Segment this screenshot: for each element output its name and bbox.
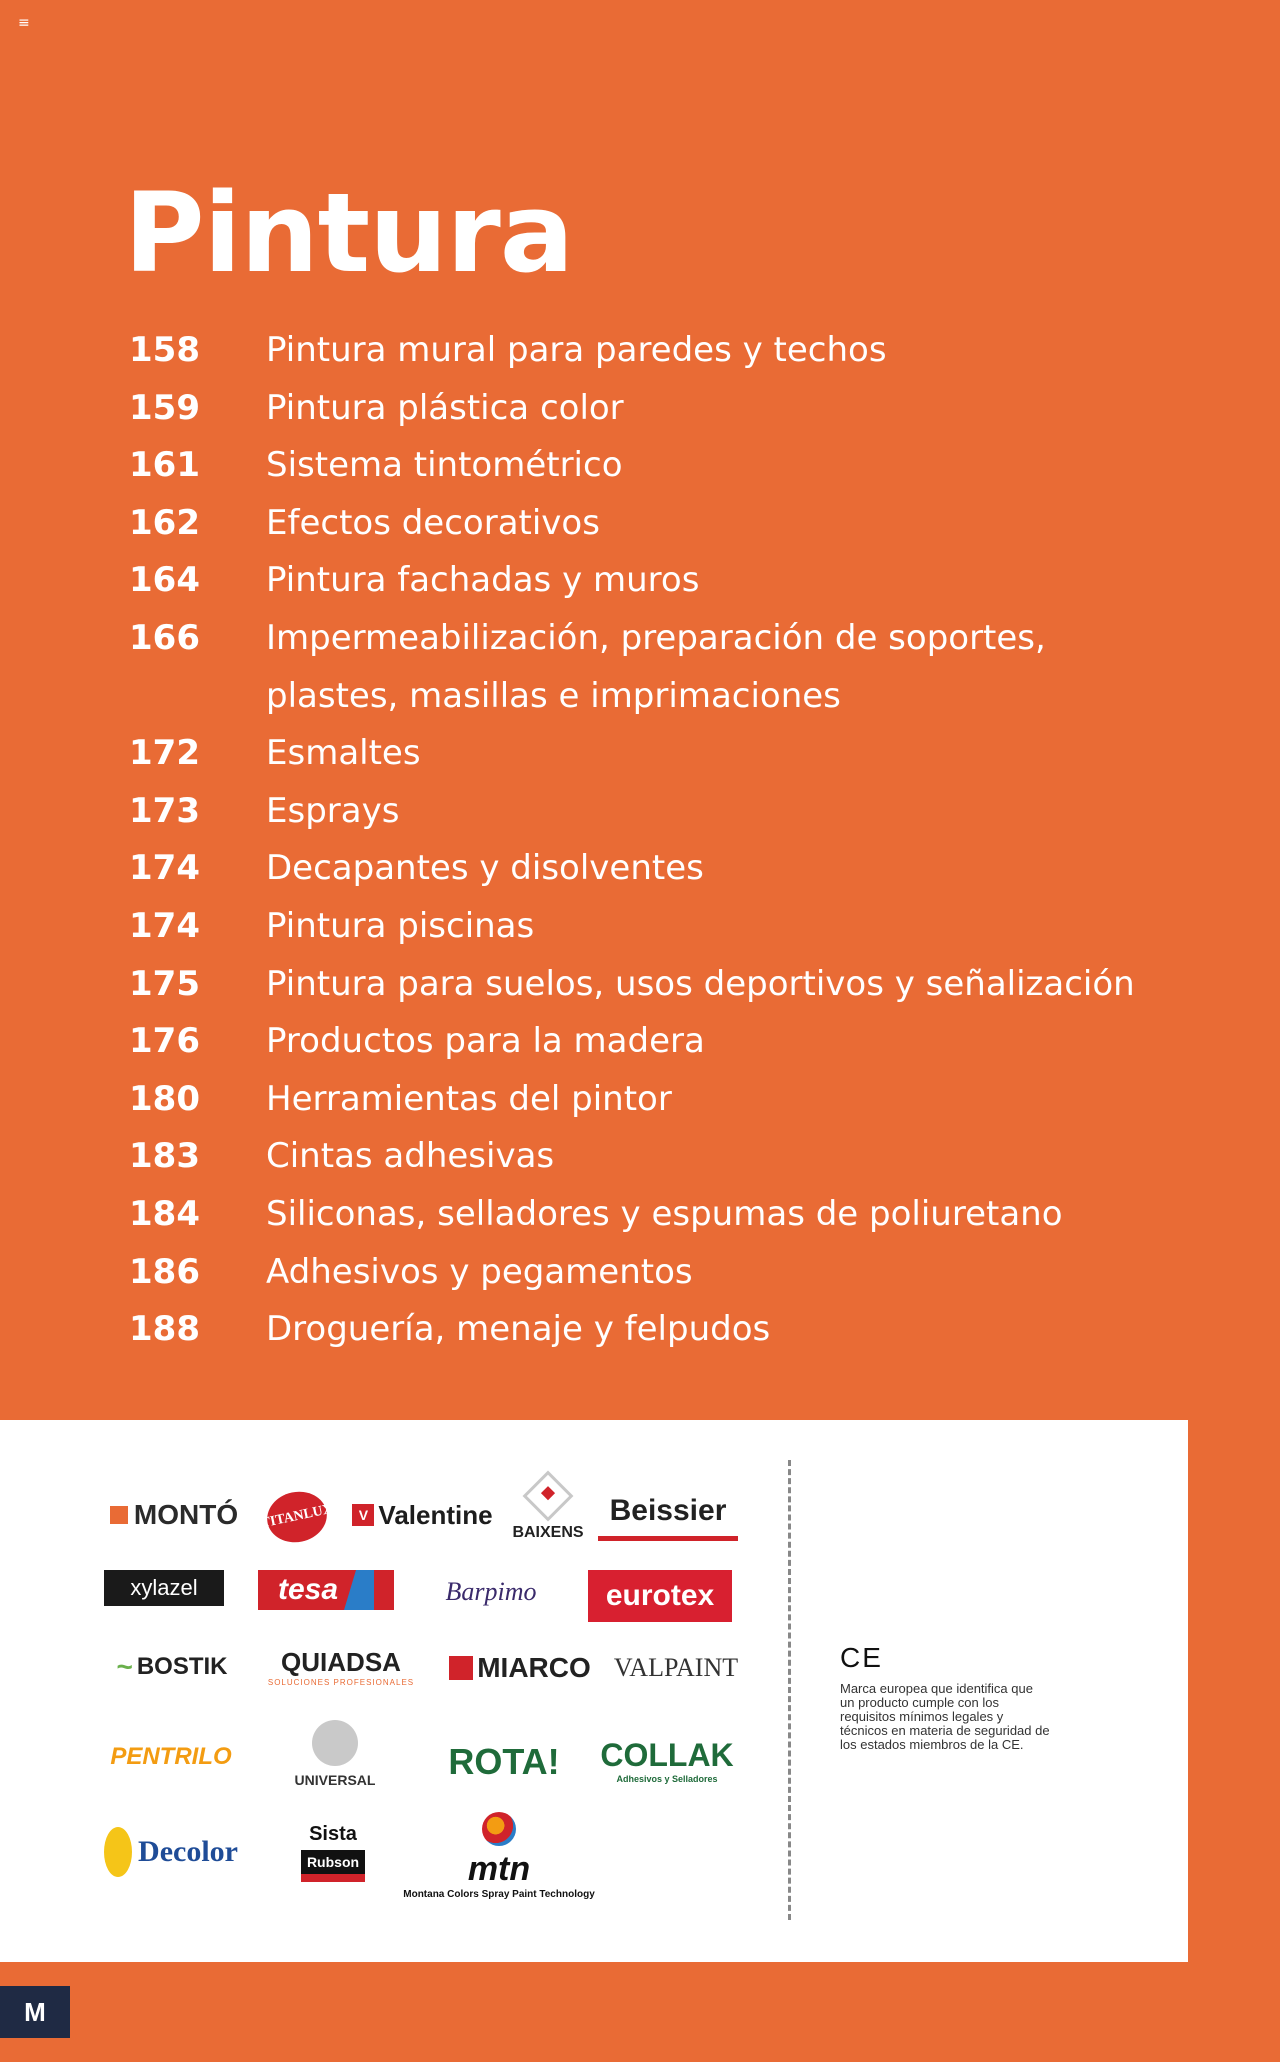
- tesa-stripe-icon: [344, 1570, 374, 1610]
- toc-row[interactable]: [126, 495, 1186, 553]
- brand-logos-panel: [0, 1420, 1188, 1962]
- collak-logo: [600, 1732, 734, 1788]
- toc-row[interactable]: [126, 380, 1186, 438]
- ce-mark-icon: CE: [840, 1642, 883, 1673]
- baixens-logo: [508, 1470, 588, 1550]
- toc-page-number: 159: [129, 387, 200, 428]
- toc-page-number: 184: [129, 1193, 200, 1234]
- collak-text: COLLAK: [600, 1736, 734, 1773]
- bostik-logo: [104, 1642, 240, 1692]
- monto-text: MONTÓ: [133, 1499, 239, 1530]
- bostik-text: BOSTIK: [136, 1653, 228, 1680]
- valentine-mark-icon: V: [352, 1504, 374, 1526]
- miarco-text: MIARCO: [477, 1652, 591, 1683]
- rota-logo: [436, 1740, 572, 1784]
- toc-page-number: 174: [129, 848, 200, 889]
- rubson-text: Rubson: [301, 1850, 365, 1882]
- toc-row[interactable]: [126, 725, 1186, 783]
- toc-label: Pintura piscinas: [266, 905, 535, 946]
- toc-label: Pintura plástica color: [266, 387, 624, 428]
- toc-label: Sistema tintométrico: [266, 445, 623, 486]
- quiadsa-text: QUIADSA: [281, 1647, 401, 1677]
- gecko-icon: ~: [116, 1651, 133, 1682]
- tesa-logo: [258, 1570, 394, 1610]
- quiadsa-logo: [262, 1642, 420, 1692]
- toc-label: Siliconas, selladores y espumas de poliuretano: [266, 1193, 1063, 1234]
- toc-page-number: 175: [129, 963, 200, 1004]
- tesa-text: tesa: [277, 1573, 339, 1606]
- universal-circle-icon: [312, 1720, 358, 1766]
- toc-page-number: 162: [129, 502, 200, 543]
- miarco-mark-icon: [449, 1656, 473, 1680]
- sista-text: Sista: [309, 1822, 357, 1845]
- toc-row[interactable]: [126, 898, 1186, 956]
- toc-page-number: 188: [129, 1309, 200, 1350]
- eurotex-text: eurotex: [605, 1579, 715, 1612]
- universal-text: UNIVERSAL: [294, 1772, 376, 1788]
- toc-page-number: 180: [129, 1078, 200, 1119]
- toc-row[interactable]: [126, 552, 1186, 610]
- mtn-logo: [403, 1806, 595, 1906]
- footer-brand-logo[interactable]: M: [0, 1986, 70, 2038]
- valentine-logo: [350, 1490, 495, 1540]
- barpimo-logo: [436, 1560, 546, 1624]
- toc-row[interactable]: [126, 1244, 1186, 1302]
- universal-logo: [290, 1714, 380, 1794]
- titanlux-logo: [259, 1482, 335, 1552]
- toc-row[interactable]: [126, 956, 1186, 1014]
- pentrilo-logo: [104, 1732, 238, 1782]
- toc-label: Pintura fachadas y muros: [266, 560, 700, 601]
- toc-row[interactable]: [126, 783, 1186, 841]
- toc-label: Pintura mural para paredes y techos: [266, 330, 887, 370]
- toc-label: Decapantes y disolventes: [266, 848, 704, 889]
- pentrilo-text: PENTRILO: [110, 1743, 232, 1770]
- xylazel-text: xylazel: [130, 1575, 198, 1600]
- miarco-logo: [444, 1648, 596, 1688]
- toc-page-number: 161: [129, 445, 200, 486]
- toc-row[interactable]: [126, 840, 1186, 898]
- toc-label: Droguería, menaje y felpudos: [266, 1309, 771, 1350]
- beissier-text: Beissier: [609, 1494, 727, 1527]
- decolor-badge-icon: [104, 1827, 132, 1877]
- ce-description: Marca europea que identifica que un producto cumple con los requisitos mínimos legales y técnicos en materia de seguridad de los estados miembros de la CE.: [840, 1681, 1050, 1752]
- valpaint-text: VALPAINT: [613, 1653, 739, 1682]
- toc-page-number: 186: [129, 1251, 200, 1292]
- xylazel-logo: [104, 1570, 224, 1606]
- baixens-diamond-icon: [523, 1471, 574, 1522]
- toc-label: Impermeabilización, preparación de soportes, plastes, masillas e imprimaciones: [266, 617, 1046, 716]
- toc-page-number: 174: [129, 905, 200, 946]
- barpimo-text: Barpimo: [445, 1577, 537, 1606]
- toc-label: Cintas adhesivas: [266, 1136, 555, 1177]
- page-title: Pintura: [124, 169, 574, 297]
- toc-page-number: 172: [129, 733, 200, 774]
- eurotex-logo: [588, 1570, 732, 1622]
- toc-page-number: 183: [129, 1136, 200, 1177]
- toc-label: Esmaltes: [266, 733, 421, 774]
- valpaint-logo: [613, 1648, 739, 1688]
- toc-row[interactable]: [126, 1301, 1186, 1359]
- toc-label: Herramientas del pintor: [266, 1078, 672, 1119]
- toc-page-number: 176: [129, 1021, 200, 1062]
- menu-icon[interactable]: ≡: [18, 15, 30, 31]
- toc-label: Efectos decorativos: [266, 502, 600, 543]
- toc-page-number: 166: [129, 617, 200, 658]
- toc-page-number: 173: [129, 790, 200, 831]
- decolor-text: Decolor: [138, 1835, 238, 1868]
- toc-row[interactable]: [126, 1071, 1186, 1129]
- toc-row[interactable]: [126, 437, 1186, 495]
- sista-rubson-logo: [298, 1812, 368, 1892]
- toc-label: Productos para la madera: [266, 1021, 705, 1062]
- beissier-logo: [598, 1486, 738, 1541]
- mtn-text: mtn: [467, 1849, 531, 1888]
- titanlux-text: TITANLUX: [262, 1486, 331, 1547]
- toc-label: Esprays: [266, 790, 400, 831]
- collak-subtitle: Adhesivos y Selladores: [616, 1773, 718, 1784]
- table-of-contents: [126, 322, 1186, 1359]
- mtn-dot-icon: [482, 1812, 516, 1846]
- toc-row[interactable]: [126, 1186, 1186, 1244]
- toc-label: Adhesivos y pegamentos: [266, 1251, 693, 1292]
- toc-row[interactable]: [126, 1013, 1186, 1071]
- quiadsa-subtitle: SOLUCIONES PROFESIONALES: [267, 1678, 415, 1687]
- toc-row[interactable]: [126, 322, 1186, 380]
- mtn-subtitle: Montana Colors Spray Paint Technology: [403, 1888, 595, 1900]
- toc-label: Pintura para suelos, usos deportivos y señalización: [266, 963, 1135, 1004]
- decolor-logo: [104, 1820, 238, 1884]
- monto-logo: [104, 1490, 244, 1540]
- toc-page-number: 164: [129, 560, 200, 601]
- valentine-text: Valentine: [378, 1499, 493, 1530]
- dashed-divider: [788, 1460, 791, 1920]
- toc-page-number: 158: [129, 330, 200, 370]
- toc-row[interactable]: [126, 1128, 1186, 1186]
- toc-row[interactable]: [126, 610, 1186, 725]
- baixens-text: BAIXENS: [512, 1524, 584, 1541]
- rota-text: ROTA!: [448, 1741, 560, 1782]
- monto-square-icon: [110, 1506, 128, 1524]
